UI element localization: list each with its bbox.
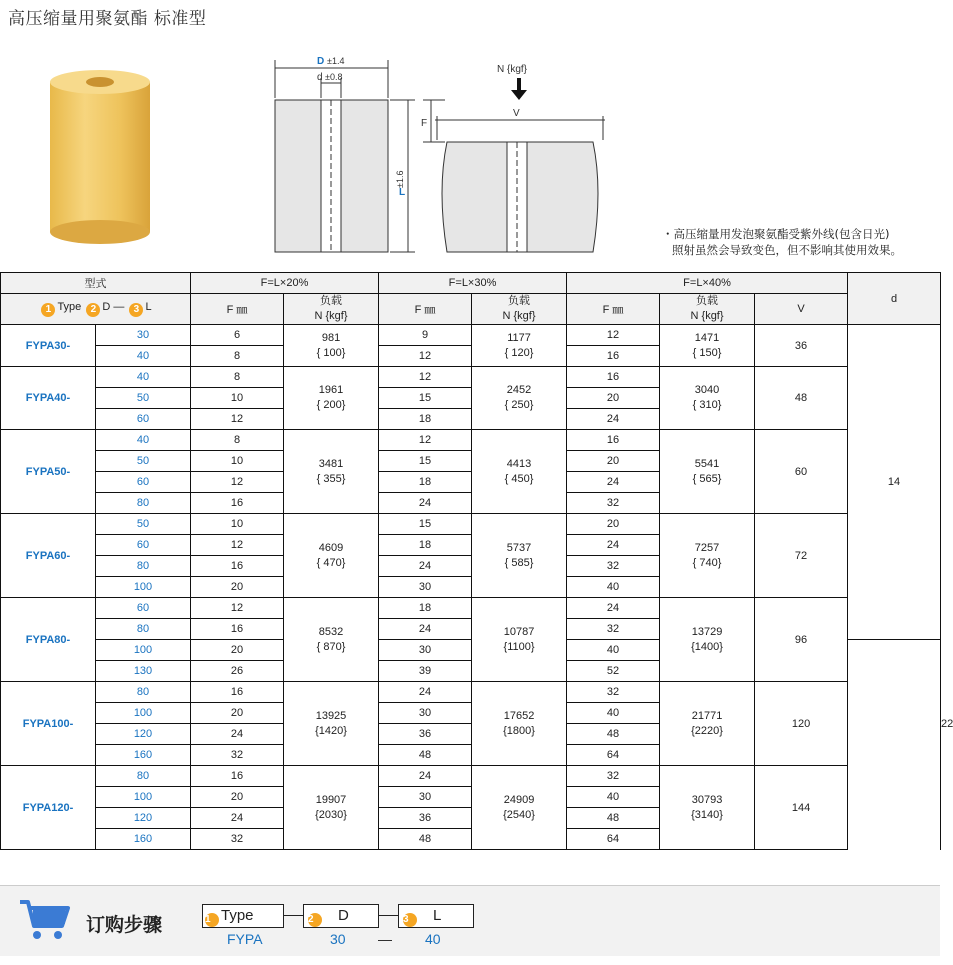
length-cell: 160 [96, 829, 191, 850]
l-tolerance: ±1.6 [395, 170, 405, 188]
note-line-2: 照射虽然会导致变色，但不影响其使用效果。 [672, 243, 902, 257]
load20-cell: 8532 { 870} [284, 598, 379, 682]
length-cell: 120 [96, 808, 191, 829]
length-cell: 80 [96, 766, 191, 787]
order-example-l: 40 [425, 931, 441, 947]
f30-cell: 24 [379, 556, 472, 577]
d-cell: 14 [848, 325, 941, 640]
f20-cell: 16 [191, 556, 284, 577]
header-load: 负载 N {kgf} [284, 294, 379, 325]
length-cell: 100 [96, 703, 191, 724]
product-image [44, 68, 156, 246]
num-3-badge: 3 [129, 303, 143, 317]
f40-cell: 24 [567, 472, 660, 493]
f40-cell: 32 [567, 682, 660, 703]
f20-cell: 16 [191, 619, 284, 640]
f40-cell: 20 [567, 388, 660, 409]
length-cell: 60 [96, 409, 191, 430]
length-cell: 120 [96, 724, 191, 745]
load40-cell: 21771 {2220} [660, 682, 755, 766]
f20-cell: 32 [191, 745, 284, 766]
load40-cell: 7257 { 740} [660, 514, 755, 598]
f30-cell: 18 [379, 598, 472, 619]
load20-cell: 19907 {2030} [284, 766, 379, 850]
load20-cell: 3481 { 355} [284, 430, 379, 514]
f40-cell: 32 [567, 556, 660, 577]
order-steps [0, 885, 940, 956]
load30-cell: 24909 {2540} [472, 766, 567, 850]
v-label: V [513, 108, 520, 119]
f30-cell: 12 [379, 367, 472, 388]
d-big-label: D [317, 56, 325, 67]
dimension-diagram [255, 50, 615, 265]
load30-cell: 1177 { 120} [472, 325, 567, 367]
length-cell: 30 [96, 325, 191, 346]
table-row [1, 325, 941, 346]
load40-cell: 5541 { 565} [660, 430, 755, 514]
v-cell: 96 [755, 598, 848, 682]
f40-cell: 40 [567, 787, 660, 808]
spec-table [0, 272, 953, 850]
f40-cell: 16 [567, 430, 660, 451]
f30-cell: 39 [379, 661, 472, 682]
d-small-tolerance: ±0.8 [325, 72, 343, 82]
header-v: V [755, 294, 848, 325]
order-example-type: FYPA [227, 931, 263, 947]
f20-cell: 24 [191, 808, 284, 829]
header-type-group: 型式 [1, 273, 191, 294]
header-f20: F=L×20% [191, 273, 379, 294]
f20-cell: 32 [191, 829, 284, 850]
header-f40: F=L×40% [567, 273, 848, 294]
header-fmm: F ㎜ [191, 294, 284, 325]
f30-cell: 24 [379, 619, 472, 640]
table-row [1, 514, 941, 535]
f30-cell: 15 [379, 514, 472, 535]
f30-cell: 15 [379, 451, 472, 472]
f40-cell: 16 [567, 367, 660, 388]
uv-note [662, 226, 902, 258]
length-cell: 60 [96, 535, 191, 556]
order-box-l: 3 L [398, 904, 474, 928]
f30-cell: 30 [379, 640, 472, 661]
model-cell: FYPA50- [1, 430, 96, 514]
f30-cell: 24 [379, 493, 472, 514]
f20-cell: 24 [191, 724, 284, 745]
v-cell: 120 [755, 682, 848, 766]
f40-cell: 40 [567, 640, 660, 661]
load30-cell: 10787 {1100} [472, 598, 567, 682]
model-cell: FYPA100- [1, 682, 96, 766]
f30-cell: 12 [379, 430, 472, 451]
load40-cell: 30793 {3140} [660, 766, 755, 850]
f40-cell: 64 [567, 745, 660, 766]
f30-cell: 18 [379, 535, 472, 556]
length-cell: 50 [96, 388, 191, 409]
table-row [1, 430, 941, 451]
header-code: 1 Type 2 D — 3 L [1, 294, 191, 325]
header-fmm: F ㎜ [379, 294, 472, 325]
f30-cell: 48 [379, 745, 472, 766]
f20-cell: 20 [191, 640, 284, 661]
header-fmm: F ㎜ [567, 294, 660, 325]
f20-cell: 20 [191, 577, 284, 598]
order-example-d: 30 [330, 931, 346, 947]
f20-cell: 10 [191, 514, 284, 535]
header-load: 负载 N {kgf} [660, 294, 755, 325]
length-cell: 100 [96, 577, 191, 598]
table-row [1, 766, 941, 787]
f30-cell: 9 [379, 325, 472, 346]
length-cell: 80 [96, 682, 191, 703]
f30-cell: 15 [379, 388, 472, 409]
order-box-d: 2 D [303, 904, 379, 928]
f20-cell: 20 [191, 703, 284, 724]
f40-cell: 48 [567, 808, 660, 829]
l-label: L [399, 187, 406, 198]
f20-cell: 12 [191, 409, 284, 430]
model-cell: FYPA30- [1, 325, 96, 367]
f30-cell: 18 [379, 409, 472, 430]
force-arrow-icon [511, 78, 527, 100]
f-label: F [421, 118, 428, 129]
header-d: d [848, 273, 941, 325]
n-label: N {kgf} [497, 64, 528, 75]
f30-cell: 30 [379, 577, 472, 598]
load20-cell: 13925 {1420} [284, 682, 379, 766]
f40-cell: 48 [567, 724, 660, 745]
length-cell: 80 [96, 493, 191, 514]
f20-cell: 8 [191, 367, 284, 388]
load20-cell: 4609 { 470} [284, 514, 379, 598]
length-cell: 130 [96, 661, 191, 682]
order-title: 订购步骤 [86, 914, 163, 936]
length-cell: 80 [96, 619, 191, 640]
f30-cell: 36 [379, 724, 472, 745]
v-cell: 144 [755, 766, 848, 850]
f20-cell: 20 [191, 787, 284, 808]
header-f30: F=L×30% [379, 273, 567, 294]
f40-cell: 24 [567, 535, 660, 556]
model-cell: FYPA80- [1, 598, 96, 682]
f30-cell: 18 [379, 472, 472, 493]
length-cell: 40 [96, 430, 191, 451]
f20-cell: 16 [191, 682, 284, 703]
length-cell: 80 [96, 556, 191, 577]
length-cell: 50 [96, 514, 191, 535]
load30-cell: 2452 { 250} [472, 367, 567, 430]
model-cell: FYPA40- [1, 367, 96, 430]
f40-cell: 24 [567, 598, 660, 619]
f20-cell: 10 [191, 451, 284, 472]
load40-cell: 3040 { 310} [660, 367, 755, 430]
f20-cell: 10 [191, 388, 284, 409]
f30-cell: 24 [379, 682, 472, 703]
v-cell: 36 [755, 325, 848, 367]
f40-cell: 32 [567, 493, 660, 514]
v-cell: 72 [755, 514, 848, 598]
load30-cell: 17652 {1800} [472, 682, 567, 766]
load30-cell: 4413 { 450} [472, 430, 567, 514]
f20-cell: 12 [191, 472, 284, 493]
length-cell: 160 [96, 745, 191, 766]
f30-cell: 48 [379, 829, 472, 850]
model-cell: FYPA120- [1, 766, 96, 850]
load40-cell: 1471 { 150} [660, 325, 755, 367]
length-cell: 60 [96, 598, 191, 619]
f40-cell: 20 [567, 451, 660, 472]
f20-cell: 12 [191, 598, 284, 619]
f40-cell: 32 [567, 766, 660, 787]
f20-cell: 16 [191, 766, 284, 787]
f40-cell: 20 [567, 514, 660, 535]
f40-cell: 40 [567, 703, 660, 724]
order-example-sep: — [378, 931, 392, 947]
length-cell: 40 [96, 346, 191, 367]
f20-cell: 26 [191, 661, 284, 682]
f30-cell: 30 [379, 787, 472, 808]
num-2-badge: 2 [86, 303, 100, 317]
length-cell: 100 [96, 787, 191, 808]
f20-cell: 16 [191, 493, 284, 514]
f40-cell: 12 [567, 325, 660, 346]
f30-cell: 12 [379, 346, 472, 367]
f20-cell: 6 [191, 325, 284, 346]
length-cell: 40 [96, 367, 191, 388]
f40-cell: 64 [567, 829, 660, 850]
length-cell: 60 [96, 472, 191, 493]
f40-cell: 24 [567, 409, 660, 430]
page-title: 高压缩量用聚氨酯 标准型 [8, 9, 207, 29]
table-row: FYPA80- 60 12 8532 { 870} 18 10787 {1100} 24 13729 {1400} 96 22 [1, 598, 941, 619]
f30-cell: 30 [379, 703, 472, 724]
f40-cell: 40 [567, 577, 660, 598]
header-load: 负载 N {kgf} [472, 294, 567, 325]
f40-cell: 16 [567, 346, 660, 367]
f20-cell: 8 [191, 430, 284, 451]
load30-cell: 5737 { 585} [472, 514, 567, 598]
d-big-tolerance: ±1.4 [327, 56, 345, 66]
f40-cell: 52 [567, 661, 660, 682]
num-1-badge: 1 [41, 303, 55, 317]
f30-cell: 36 [379, 808, 472, 829]
load20-cell: 981 { 100} [284, 325, 379, 367]
model-cell: FYPA60- [1, 514, 96, 598]
load20-cell: 1961 { 200} [284, 367, 379, 430]
v-cell: 60 [755, 430, 848, 514]
note-line-1: ・ 高压缩量用发泡聚氨酯受紫外线(包含日光) [662, 226, 902, 242]
table-row [1, 367, 941, 388]
f40-cell: 32 [567, 619, 660, 640]
cart-icon [18, 898, 70, 942]
f20-cell: 8 [191, 346, 284, 367]
length-cell: 50 [96, 451, 191, 472]
length-cell: 100 [96, 640, 191, 661]
f30-cell: 24 [379, 766, 472, 787]
v-cell: 48 [755, 367, 848, 430]
order-box-type: 1 Type [202, 904, 284, 928]
table-row [1, 682, 941, 703]
load40-cell: 13729 {1400} [660, 598, 755, 682]
d-small-label: d [317, 72, 323, 83]
f20-cell: 12 [191, 535, 284, 556]
